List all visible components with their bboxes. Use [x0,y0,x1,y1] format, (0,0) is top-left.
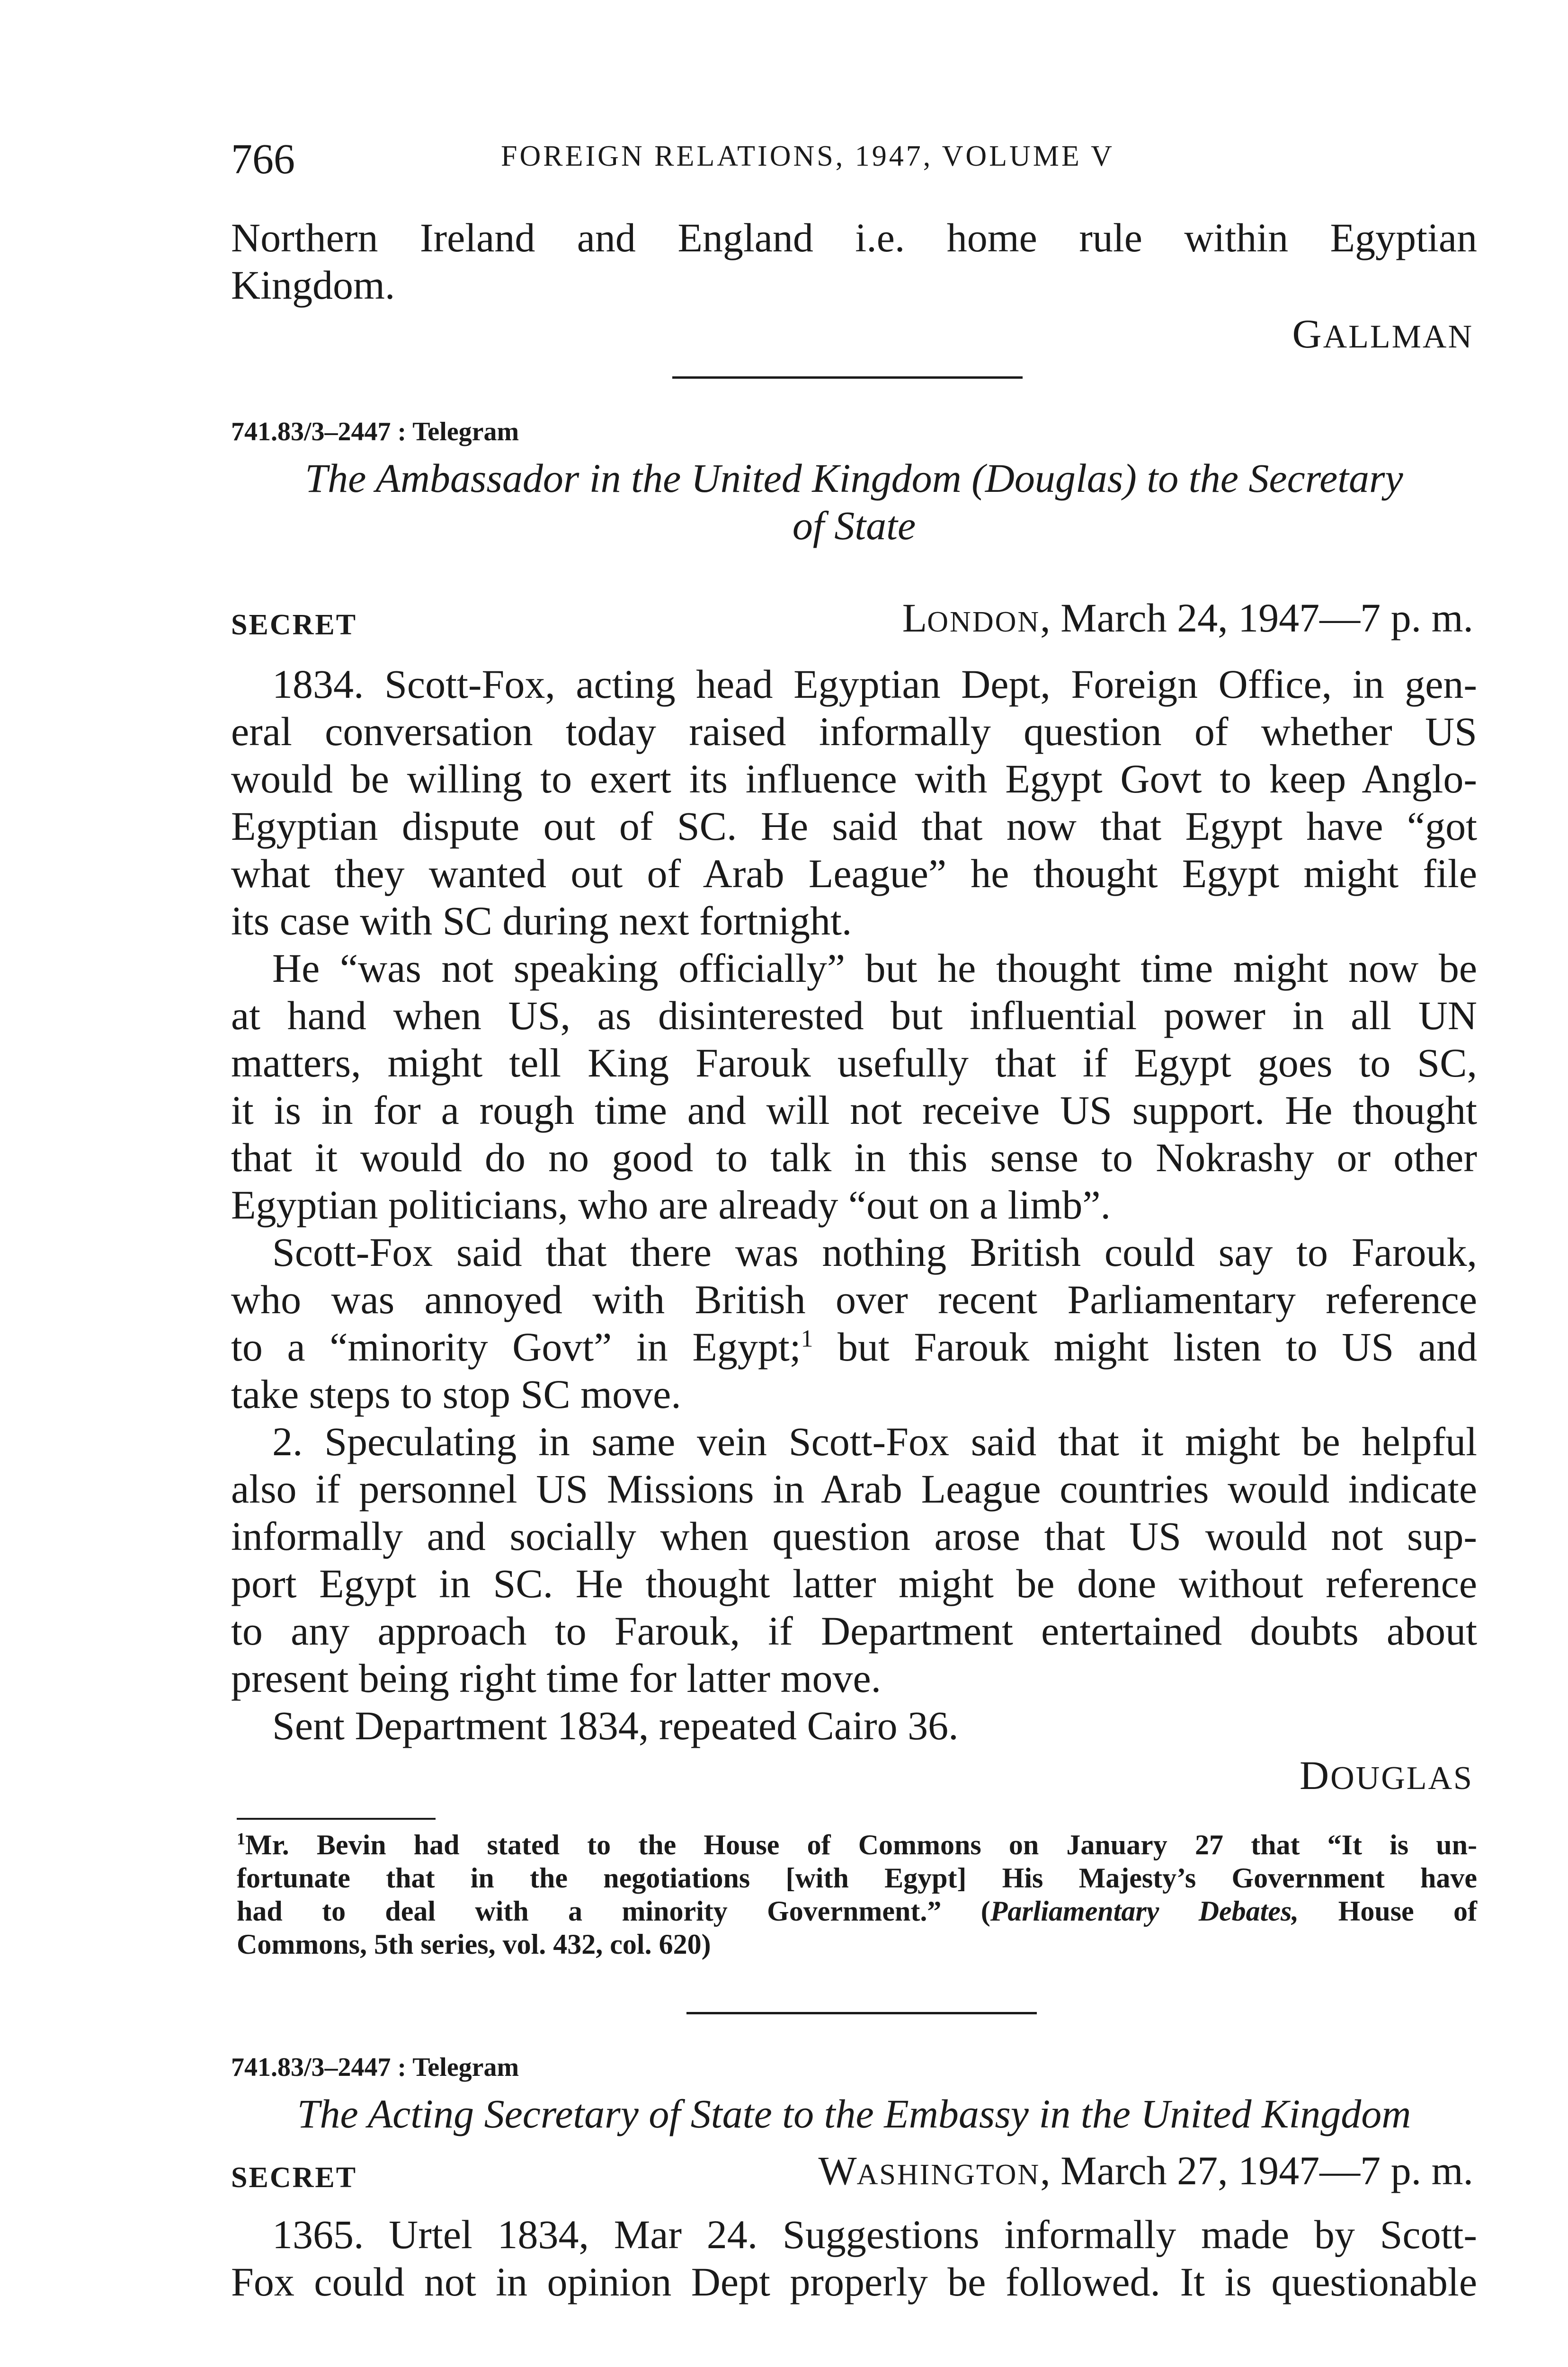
body-line: matters, might tell King Farouk usefully that if Egypt goes to SC, [231,1040,1477,1086]
body-line: to a “minority Govt” in Egypt;$^1$ but Farouk might listen to US and [231,1324,1477,1370]
footnote-marker: 1 [801,1325,813,1353]
document-heading: The Ambassador in the United Kingdom (Douglas) to the Secretary of State [305,455,1403,548]
body-line: that it would do no good to talk in this sense to Nokrashy or other [231,1135,1477,1180]
body-line: Egyptian dispute out of SC. He said that now that Egypt have “got [231,803,1477,849]
classification-label: SECRET [231,2162,357,2194]
document-reference: 741.83/3–2447 : Telegram [231,417,519,446]
body-line: Kingdom. [231,262,395,308]
body-line: to any approach to Farouk, if Department entertained doubts about [231,1608,1477,1654]
section-divider [672,376,1023,379]
body-line: take steps to stop SC move. [231,1371,681,1417]
footnote: $^1$Mr. Bevin had stated to the House of Commons on January 27 that “It is un- [237,1829,1477,1860]
body-line: informally and socially when question arose that US would not sup- [231,1513,1477,1559]
body-line: it is in for a rough time and will not receive US support. He thought [231,1087,1477,1133]
document-reference: 741.83/3–2447 : Telegram [231,2053,519,2082]
dateline: WASHINGTON, March 27, 1947—7 p. m. [818,2148,1473,2193]
body-line: at hand when US, as disinterested but influential power in all UN [231,993,1477,1038]
body-line: port Egypt in SC. He thought latter might be done without reference [231,1561,1477,1606]
body-line: 1834. Scott-Fox, acting head Egyptian Dept, Foreign Office, in gen- [272,661,1477,707]
page-number: 766 [231,136,295,183]
footnote-line: had to deal with a minority Government.” (Parliamentary Debates, House of [237,1895,1477,1927]
footnote-rule [237,1818,436,1820]
footnote-line: fortunate that in the negotiations [with Egypt] His Majesty’s Government have [237,1862,1477,1894]
body-line: eral conversation today raised informally question of whether US [231,709,1477,754]
body-line: also if personnel US Missions in Arab League countries would indicate [231,1466,1477,1512]
body-line: 1365. Urtel 1834, Mar 24. Suggestions informally made by Scott- [272,2212,1477,2257]
body-line: present being right time for latter move. [231,1655,882,1701]
body-line: its case with SC during next fortnight. [231,898,852,943]
signature-douglas: DOUGLAS [1299,1753,1473,1798]
signature-gallman: GALLMAN [1292,311,1473,356]
body-line: Scott-Fox said that there was nothing British could say to Farouk, [272,1229,1477,1275]
dateline: LONDON, March 24, 1947—7 p. m. [902,595,1473,641]
running-title: FOREIGN RELATIONS, 1947, VOLUME V [501,140,1114,172]
body-line: 2. Speculating in same vein Scott-Fox said that it might be helpful [272,1419,1477,1464]
body-line: who was annoyed with British over recent Parliamentary reference [231,1277,1477,1322]
body-line: would be willing to exert its influence with Egypt Govt to keep Anglo- [231,756,1477,801]
body-line: Egyptian politicians, who are already “out on a limb”. [231,1182,1111,1228]
classification-label: SECRET [231,609,357,641]
body-line: what they wanted out of Arab League” he thought Egypt might file [231,851,1477,896]
footnote-line: Commons, 5th series, vol. 432, col. 620) [237,1929,711,1960]
body-line: Fox could not in opinion Dept properly be followed. It is questionable [231,2259,1477,2305]
section-divider [686,2012,1037,2014]
document-heading: The Acting Secretary of State to the Embassy in the United Kingdom [297,2091,1411,2136]
body-line: Sent Department 1834, repeated Cairo 36. [272,1703,959,1748]
body-line: Northern Ireland and England i.e. home rule within Egyptian [231,215,1477,260]
body-line: He “was not speaking officially” but he thought time might now be [272,945,1477,991]
